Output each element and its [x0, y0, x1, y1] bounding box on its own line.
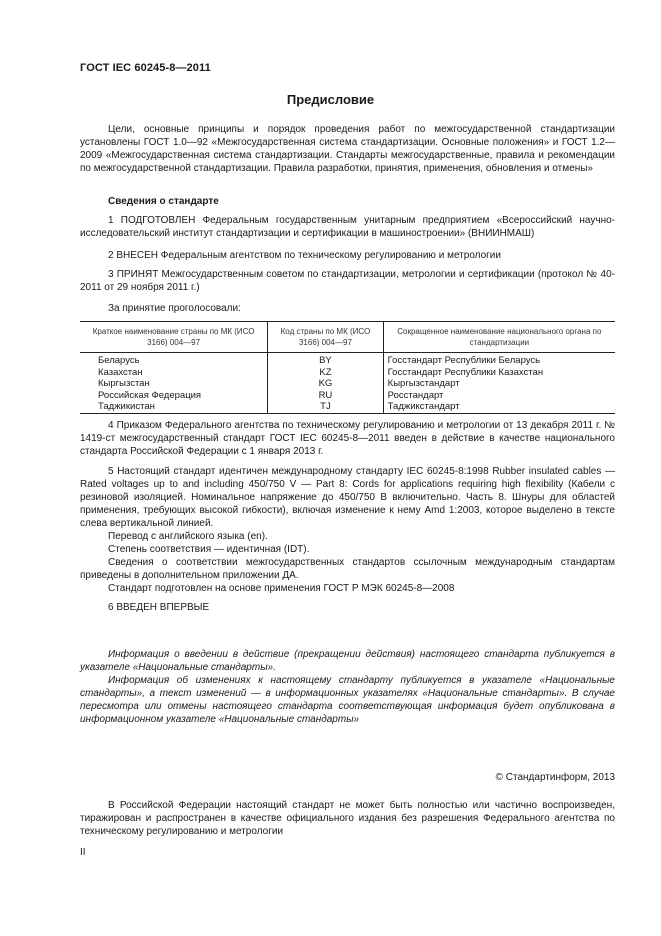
column-header-country: Краткое наименование страны по МК (ИСО 3166) 004—97	[80, 322, 268, 353]
standards-body: Росстандарт	[383, 390, 615, 402]
table-row	[80, 353, 615, 367]
about-heading: Сведения о стандарте	[108, 196, 219, 207]
country-name: Кыргызстан	[98, 378, 150, 389]
country-code: KG	[268, 378, 383, 390]
item-4: 4 Приказом Федерального агентства по техническому регулированию и метрологии от 13 декабря 2011 г. № 1419-ст межгосударственный стандарт ГОСТ IEC 60245-8—2011 введен в действие в качестве национального стандарта Российской Федерации с 1 января 2013 г.	[80, 420, 615, 457]
country-name: Беларусь	[98, 355, 140, 366]
item-2: 2 ВНЕСЕН Федеральным агентством по техническому регулированию и метрологии	[108, 250, 501, 261]
voting-table	[80, 321, 615, 414]
item-5-basis: Стандарт подготовлен на основе применения ГОСТ Р МЭК 60245-8—2008	[108, 583, 455, 594]
table-row	[80, 378, 615, 390]
standard-code-header: ГОСТ IEC 60245-8—2011	[80, 62, 211, 74]
item-1: 1 ПОДГОТОВЛЕН Федеральным государственным унитарным предприятием «Всероссийский научно-исследовательский институт стандартизации и сертификации в машиностроении» (ВНИИНМАШ)	[80, 215, 615, 239]
country-name: Таджикистан	[80, 401, 268, 413]
country-code: KZ	[268, 367, 383, 379]
item-6: 6 ВВЕДЕН ВПЕРВЫЕ	[108, 602, 210, 613]
item-5-block	[80, 465, 615, 595]
column-header-body: Сокращенное наименование национального органа по стандартизации	[383, 322, 615, 353]
standards-body: Таджикстандарт	[383, 401, 615, 413]
copyright: © Стандартинформ, 2013	[495, 772, 615, 783]
standards-body: Госстандарт Республики Казахстан	[383, 367, 615, 379]
reproduction-notice: В Российской Федерации настоящий стандарт не может быть полностью или частично воспроизведен, тиражирован и распространен в качестве официального издания без разрешения Федерального агентства по техническому регулированию и метрологии	[80, 800, 615, 837]
vote-intro: За принятие проголосовали:	[108, 303, 241, 314]
table-header-row	[80, 322, 615, 353]
intro-paragraph: Цели, основные принципы и порядок проведения работ по межгосударственной стандартизации установлены ГОСТ 1.0—92 «Межгосударственная система стандартизации. Основные положения» и ГОСТ 1.2—2009 «Межгосударственная система стандартизации. Стандарты межгосударственные, правила и рекомендации по межгосударственной стандартизации. Правила разработки, принятия, применения, обновления и отмены»	[80, 124, 615, 174]
country-name: Российская Федерация	[98, 389, 202, 401]
page-number: II	[80, 847, 86, 858]
item-5-language: Перевод с английского языка (en).	[108, 531, 268, 542]
item-5-degree: Степень соответствия — идентичная (IDT).	[108, 544, 310, 555]
info-paragraph-2: Информация об изменениях к настоящему стандарту публикуется в указателе «Национальные стандарты», а текст изменений — в информационных указателях «Национальные стандарты». В случае пересмотра или отмены настоящего стандарта соответствующая информация будет опубликована в информационном указателе «Национальные стандарты»	[80, 675, 615, 725]
table-row	[80, 367, 615, 379]
standards-body: Госстандарт Республики Беларусь	[383, 353, 615, 367]
country-code: TJ	[268, 401, 383, 413]
info-block	[80, 648, 615, 726]
standards-body: Кыргызстандарт	[383, 378, 615, 390]
country-name: Казахстан	[98, 366, 143, 378]
item-5-references: Сведения о соответствии межгосударственных стандартов ссылочным международным стандартам приведены в дополнительном приложении ДА.	[80, 557, 615, 581]
country-code: RU	[268, 390, 383, 402]
page-title: Предисловие	[286, 92, 375, 107]
item-3: 3 ПРИНЯТ Межгосударственным советом по стандартизации, метрологии и сертификации (протокол № 40-2011 от 29 ноября 2011 г.)	[80, 269, 615, 293]
column-header-code: Код страны по МК (ИСО 3166) 004—97	[268, 322, 383, 353]
country-code: BY	[268, 353, 383, 367]
table-row	[80, 390, 615, 402]
table-row	[80, 401, 615, 413]
info-paragraph-1: Информация о введении в действие (прекращении действия) настоящего стандарта публикуется в указателе «Национальные стандарты».	[80, 649, 615, 673]
item-5: 5 Настоящий стандарт идентичен международному стандарту IEC 60245-8:1998 Rubber insulated cables — Rated voltages up to and including 450/750 V — Part 8: Cords for applications requiring high flexibility (Кабели с резиновой изоляцией. Номинальное напряжение до 450/750 В включительно. Часть 8. Шнуры для областей применения, требующих высокой гибкости), включая изменение к нему Amd 1:2003, которое выделено в тексте слева вертикальной линией.	[80, 466, 615, 529]
